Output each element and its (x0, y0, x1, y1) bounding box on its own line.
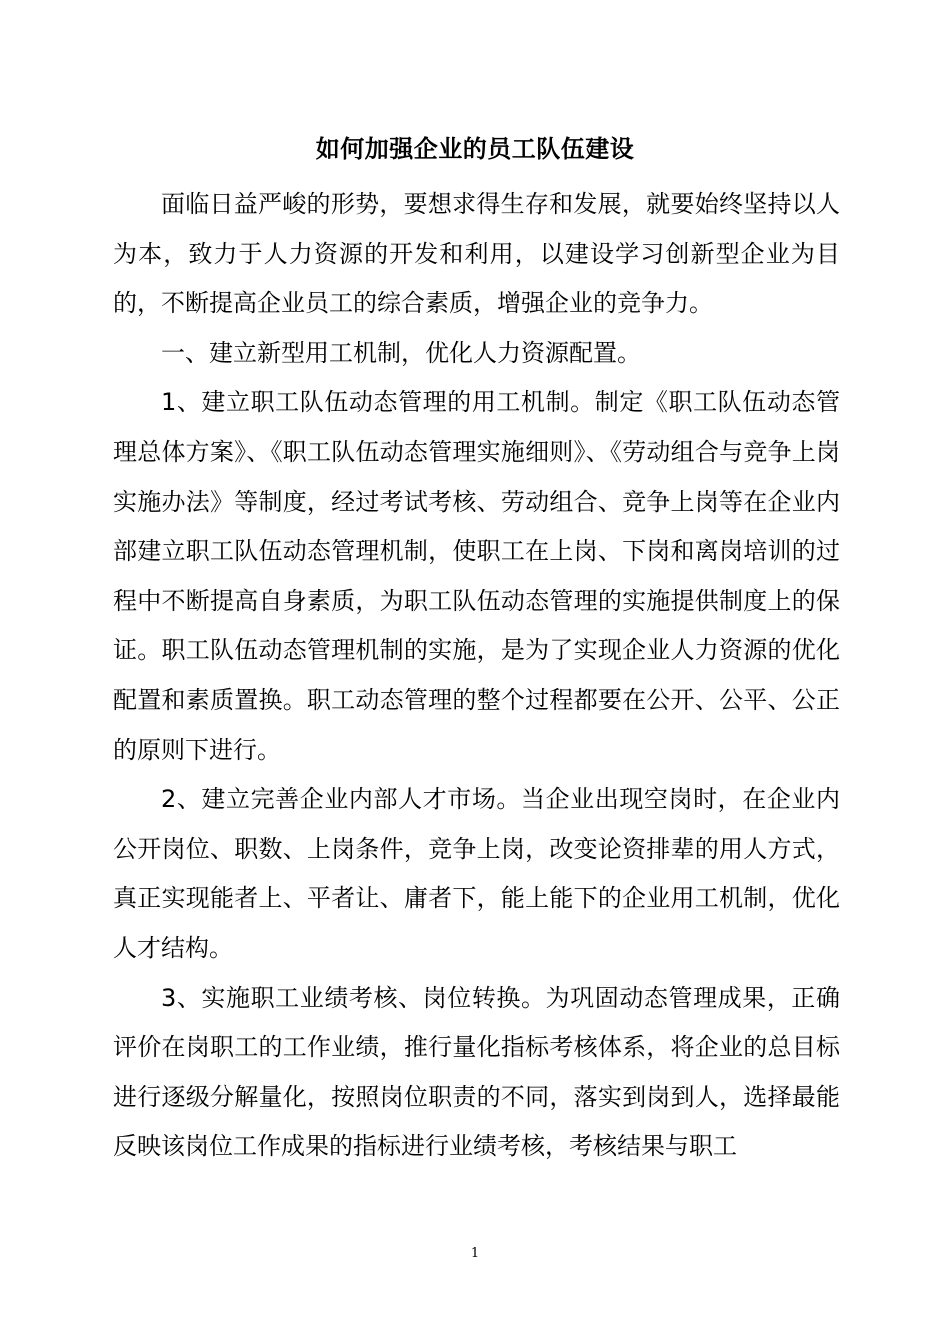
paragraph-item-1: 1、建立职工队伍动态管理的用工机制。制定《职工队伍动态管理总体方案》、《职工队伍动态管理实施细则》、《劳动组合与竞争上岗实施办法》等制度，经过考试考核、劳动组合、竞争上岗等在企业内部建立职工队伍动态管理机制，使职工在上岗、下岗和离岗培训的过程中不断提高自身素质，为职工队伍动态管理的实施提供制度上的保证。职工队伍动态管理机制的实施，是为了实现企业人力资源的优化配置和素质置换。职工动态管理的整个过程都要在公开、公平、公正的原则下进行。 (113, 388, 840, 764)
paragraph-intro: 面临日益严峻的形势，要想求得生存和发展，就要始终坚持以人为本，致力于人力资源的开发和利用，以建设学习创新型企业为目的，不断提高企业员工的综合素质，增强企业的竞争力。 (113, 190, 840, 318)
section-heading-1: 一、建立新型用工机制，优化人力资源配置。 (161, 338, 641, 367)
page-number: 1 (470, 1246, 480, 1261)
document-title: 如何加强企业的员工队伍建设 (315, 135, 635, 163)
document-body (113, 180, 840, 1172)
paragraph-item-2: 2、建立完善企业内部人才市场。当企业出现空岗时，在企业内公开岗位、职数、上岗条件，竞争上岗，改变论资排辈的用人方式，真正实现能者上、平者让、庸者下，能上能下的企业用工机制，优化人才结构。 (113, 785, 840, 962)
paragraph-item-3: 3、实施职工业绩考核、岗位转换。为巩固动态管理成果，正确评价在岗职工的工作业绩，推行量化指标考核体系，将企业的总目标进行逐级分解量化，按照岗位职责的不同，落实到岗到人，选择最能反映该岗位工作成果的指标进行业绩考核，考核结果与职工 (113, 983, 840, 1161)
